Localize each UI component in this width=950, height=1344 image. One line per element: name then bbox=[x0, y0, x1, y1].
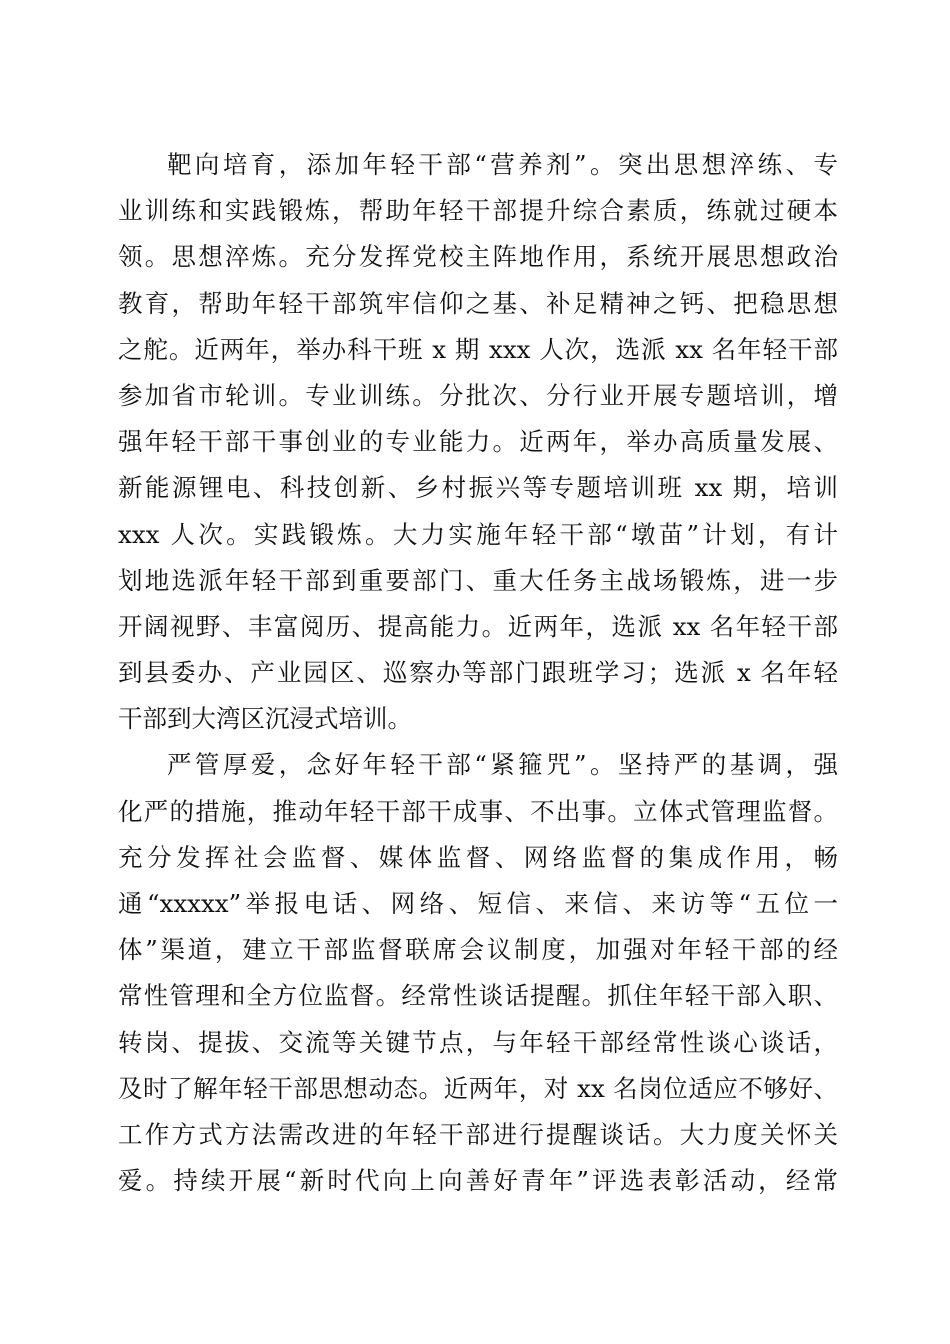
text-line: 业训练和实践锻炼，帮助年轻干部提升综合素质，练就过硬本 bbox=[118, 196, 838, 226]
text-line: 转岗、提拔、交流等关键节点，与年轻干部经常性谈心谈话， bbox=[118, 1027, 838, 1057]
text-line: 之舵。近两年，举办科干班 x 期 xxx 人次，选派 xx 名年轻干部 bbox=[118, 334, 838, 364]
text-line: 开阔视野、丰富阅历、提高能力。近两年，选派 xx 名年轻干部 bbox=[118, 611, 838, 641]
text-line: xxx 人次。实践锻炼。大力实施年轻干部“墩苗”计划，有计 bbox=[118, 519, 838, 549]
text-line: 严管厚爱，念好年轻干部“紧箍咒”。坚持严的基调，强 bbox=[167, 750, 838, 780]
text-line: 常性管理和全方位监督。经常性谈话提醒。抓住年轻干部入职、 bbox=[118, 981, 838, 1011]
text-line: 及时了解年轻干部思想动态。近两年，对 xx 名岗位适应不够好、 bbox=[118, 1073, 838, 1103]
text-line: 领。思想淬炼。充分发挥党校主阵地作用，系统开展思想政治 bbox=[118, 242, 838, 272]
text-line: 划地选派年轻干部到重要部门、重大任务主战场锻炼，进一步 bbox=[118, 565, 838, 595]
text-line: 爱。持续开展“新时代向上向善好青年”评选表彰活动，经常 bbox=[118, 1166, 838, 1196]
text-line: 充分发挥社会监督、媒体监督、网络监督的集成作用，畅 bbox=[118, 842, 838, 872]
text-line: 靶向培育，添加年轻干部“营养剂”。突出思想淬练、专 bbox=[167, 150, 838, 179]
text-line: 到县委办、产业园区、巡察办等部门跟班学习；选派 x 名年轻 bbox=[118, 658, 838, 688]
paragraph-strict-management bbox=[118, 742, 838, 1204]
text-line: 工作方式方法需改进的年轻干部进行提醒谈话。大力度关怀关 bbox=[118, 1119, 838, 1149]
text-line: 化严的措施，推动年轻干部干成事、不出事。立体式管理监督。 bbox=[118, 796, 838, 826]
text-line: 教育，帮助年轻干部筑牢信仰之基、补足精神之钙、把稳思想 bbox=[118, 288, 838, 318]
text-line: 体”渠道，建立干部监督联席会议制度，加强对年轻干部的经 bbox=[118, 935, 838, 965]
text-line: 通“xxxxx”举报电话、网络、短信、来信、来访等“五位一 bbox=[118, 889, 838, 918]
paragraph-young-cadre-training bbox=[118, 142, 838, 742]
text-line: 干部到大湾区沉浸式培训。 bbox=[118, 704, 412, 734]
document-body bbox=[118, 142, 838, 1204]
text-line: 新能源锂电、科技创新、乡村振兴等专题培训班 xx 期，培训 bbox=[118, 473, 838, 503]
text-line: 参加省市轮训。专业训练。分批次、分行业开展专题培训，增 bbox=[118, 380, 838, 410]
text-line: 强年轻干部干事创业的专业能力。近两年，举办高质量发展、 bbox=[118, 427, 838, 457]
